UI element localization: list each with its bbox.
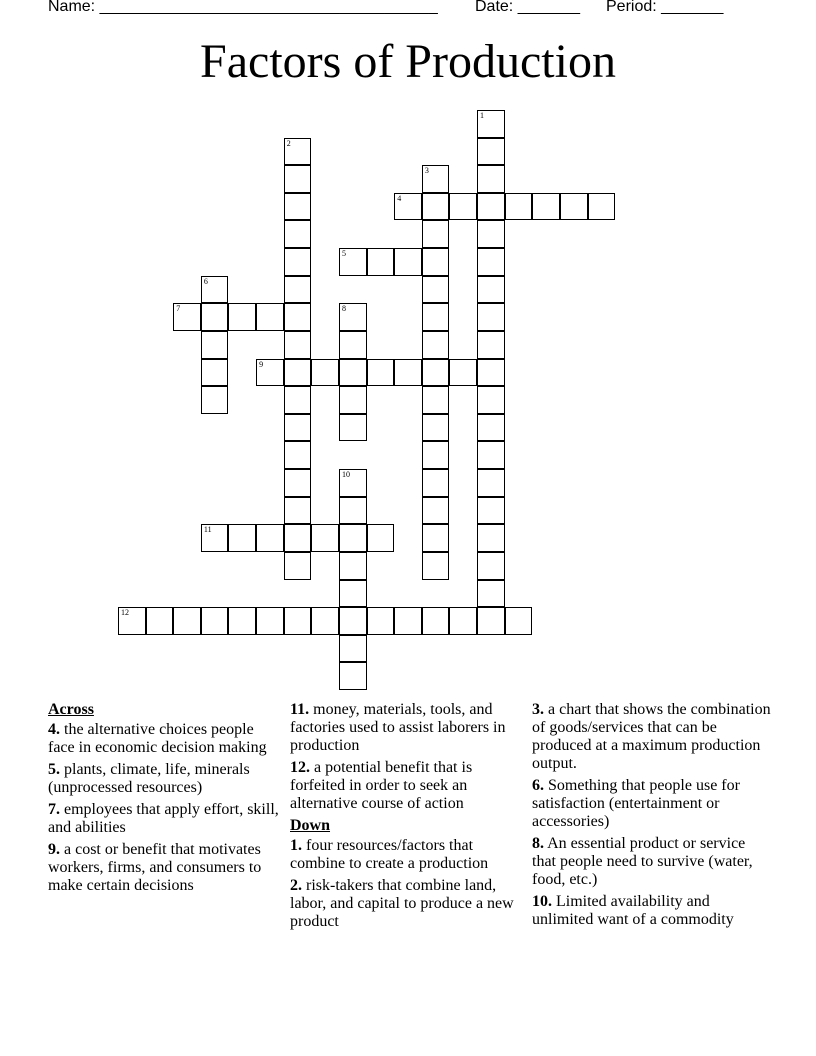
date-field[interactable]: Date: _______ xyxy=(475,0,580,15)
down-clue xyxy=(290,837,524,873)
clue-number: 11. xyxy=(290,701,310,718)
grid-cell[interactable] xyxy=(422,386,450,414)
cell-number: 5 xyxy=(341,249,346,259)
grid-cell[interactable] xyxy=(422,359,450,387)
grid-cell[interactable] xyxy=(394,193,422,221)
grid-cell[interactable] xyxy=(367,248,395,276)
clue-number: 7. xyxy=(48,801,60,818)
grid-cell[interactable] xyxy=(146,607,174,635)
grid-cell[interactable] xyxy=(339,386,367,414)
grid-cell[interactable] xyxy=(339,635,367,663)
grid-cell[interactable] xyxy=(477,607,505,635)
down-clue xyxy=(532,701,772,773)
down-clue xyxy=(532,835,772,889)
grid-cell[interactable] xyxy=(284,303,312,331)
name-field[interactable]: Name: ______________________________________ xyxy=(48,0,438,15)
clue-text: Limited availability and unlimited want of a commodity xyxy=(532,893,734,928)
grid-cell[interactable] xyxy=(449,607,477,635)
grid-cell[interactable] xyxy=(256,303,284,331)
grid-cell[interactable] xyxy=(560,193,588,221)
grid-cell[interactable] xyxy=(477,193,505,221)
grid-cell[interactable] xyxy=(284,331,312,359)
grid-cell[interactable] xyxy=(477,276,505,304)
grid-cell[interactable] xyxy=(477,580,505,608)
grid-cell[interactable] xyxy=(284,193,312,221)
cell-number: 8 xyxy=(341,304,346,314)
grid-cell[interactable] xyxy=(339,607,367,635)
grid-cell[interactable] xyxy=(284,386,312,414)
cell-number: 6 xyxy=(203,276,208,286)
down-clue xyxy=(532,777,772,831)
grid-cell[interactable] xyxy=(477,469,505,497)
cell-number: 12 xyxy=(121,608,129,618)
clue-text: Something that people use for satisfaction (entertainment or accessories) xyxy=(532,777,740,830)
cell-number: 2 xyxy=(286,138,291,148)
clue-text: four resources/factors that combine to create a production xyxy=(290,837,489,872)
grid-cell[interactable] xyxy=(422,331,450,359)
across-clue xyxy=(48,801,280,837)
grid-cell[interactable] xyxy=(449,359,477,387)
grid-cell[interactable] xyxy=(477,552,505,580)
grid-cell[interactable] xyxy=(284,524,312,552)
grid-cell[interactable] xyxy=(284,138,312,166)
clue-number: 9. xyxy=(48,841,60,858)
grid-cell[interactable] xyxy=(339,580,367,608)
page-title: Factors of Production xyxy=(200,35,616,88)
grid-cell[interactable] xyxy=(339,524,367,552)
grid-cell[interactable] xyxy=(201,331,229,359)
grid-cell[interactable] xyxy=(228,303,256,331)
grid-cell[interactable] xyxy=(339,414,367,442)
grid-cell[interactable] xyxy=(284,276,312,304)
grid-cell[interactable] xyxy=(339,662,367,690)
grid-cell[interactable] xyxy=(422,165,450,193)
grid-cell[interactable] xyxy=(339,303,367,331)
grid-cell[interactable] xyxy=(284,469,312,497)
clue-number: 2. xyxy=(290,877,302,894)
grid-cell[interactable] xyxy=(284,220,312,248)
grid-cell[interactable] xyxy=(367,607,395,635)
grid-cell[interactable] xyxy=(256,607,284,635)
clue-text: employees that apply effort, skill, and abilities xyxy=(48,801,279,836)
grid-cell[interactable] xyxy=(339,552,367,580)
clue-text: An essential product or service that people need to survive (water, food, etc.) xyxy=(532,835,753,888)
grid-cell[interactable] xyxy=(422,552,450,580)
grid-cell[interactable] xyxy=(422,414,450,442)
down-clue xyxy=(532,893,772,929)
cell-number: 1 xyxy=(480,111,485,120)
grid-cell[interactable] xyxy=(173,607,201,635)
clue-text: a potential benefit that is forfeited in order to seek an alternative course of action xyxy=(290,759,473,812)
grid-cell[interactable] xyxy=(201,524,229,552)
across-clue xyxy=(48,721,280,757)
clue-number: 4. xyxy=(48,721,60,738)
grid-cell[interactable] xyxy=(477,414,505,442)
clue-number: 5. xyxy=(48,761,60,778)
grid-cell[interactable] xyxy=(367,359,395,387)
grid-cell[interactable] xyxy=(339,497,367,525)
cell-number: 7 xyxy=(176,304,181,314)
grid-cell[interactable] xyxy=(422,607,450,635)
clue-number: 6. xyxy=(532,777,544,794)
grid-cell[interactable] xyxy=(284,359,312,387)
grid-cell[interactable] xyxy=(477,138,505,166)
grid-cell[interactable] xyxy=(477,303,505,331)
grid-cell[interactable] xyxy=(422,220,450,248)
grid-cell[interactable] xyxy=(532,193,560,221)
grid-cell[interactable] xyxy=(284,248,312,276)
grid-cell[interactable] xyxy=(284,441,312,469)
grid-cell[interactable] xyxy=(422,469,450,497)
grid-cell[interactable] xyxy=(311,359,339,387)
cell-number: 11 xyxy=(203,525,212,535)
cell-number: 3 xyxy=(424,166,429,176)
grid-cell[interactable] xyxy=(284,497,312,525)
grid-cell[interactable] xyxy=(201,303,229,331)
grid-cell[interactable] xyxy=(477,359,505,387)
grid-cell[interactable] xyxy=(477,331,505,359)
clue-number: 12. xyxy=(290,759,310,776)
grid-cell[interactable] xyxy=(256,524,284,552)
grid-cell[interactable] xyxy=(505,193,533,221)
grid-cell[interactable] xyxy=(201,359,229,387)
grid-cell[interactable] xyxy=(284,607,312,635)
grid-cell[interactable] xyxy=(201,607,229,635)
across-clue xyxy=(290,701,524,755)
clue-text: the alternative choices people face in economic decision making xyxy=(48,721,267,756)
clue-text: a chart that shows the combination of goods/services that can be produced at a maximum production output. xyxy=(532,701,771,772)
period-field[interactable]: Period: _______ xyxy=(606,0,724,15)
grid-cell[interactable] xyxy=(201,276,229,304)
clue-column-1 xyxy=(48,701,280,899)
clue-text: plants, climate, life, minerals (unprocessed resources) xyxy=(48,761,250,796)
grid-cell[interactable] xyxy=(339,359,367,387)
grid-cell[interactable] xyxy=(394,248,422,276)
grid-cell[interactable] xyxy=(422,524,450,552)
clue-text: money, materials, tools, and factories used to assist laborers in production xyxy=(290,701,506,754)
grid-cell[interactable] xyxy=(422,276,450,304)
grid-cell[interactable] xyxy=(394,359,422,387)
clue-number: 10. xyxy=(532,893,552,910)
clue-column-3 xyxy=(532,701,772,933)
grid-cell[interactable] xyxy=(477,441,505,469)
clue-text: a cost or benefit that motivates workers, firms, and consumers to make certain decisions xyxy=(48,841,262,894)
grid-cell[interactable] xyxy=(422,303,450,331)
grid-cell[interactable] xyxy=(588,193,616,221)
grid-cell[interactable] xyxy=(505,607,533,635)
grid-cell[interactable] xyxy=(449,193,477,221)
grid-cell[interactable] xyxy=(339,248,367,276)
grid-cell[interactable] xyxy=(422,193,450,221)
grid-cell[interactable] xyxy=(284,552,312,580)
across-clue xyxy=(48,761,280,797)
grid-cell[interactable] xyxy=(477,524,505,552)
across-heading: Across xyxy=(48,701,94,718)
grid-cell[interactable] xyxy=(477,248,505,276)
grid-cell[interactable] xyxy=(173,303,201,331)
grid-cell[interactable] xyxy=(284,165,312,193)
grid-cell[interactable] xyxy=(394,607,422,635)
grid-cell[interactable] xyxy=(477,220,505,248)
grid-cell[interactable] xyxy=(422,441,450,469)
down-clue xyxy=(290,877,524,931)
grid-cell[interactable] xyxy=(311,607,339,635)
grid-cell[interactable] xyxy=(311,524,339,552)
clue-number: 3. xyxy=(532,701,544,718)
cell-number: 10 xyxy=(341,470,350,480)
grid-cell[interactable] xyxy=(422,248,450,276)
grid-cell[interactable] xyxy=(256,359,284,387)
grid-cell[interactable] xyxy=(477,110,505,138)
grid-cell[interactable] xyxy=(477,497,505,525)
cell-number: 4 xyxy=(397,193,402,203)
clue-column-2 xyxy=(290,701,524,935)
clue-number: 1. xyxy=(290,837,302,854)
grid-cell[interactable] xyxy=(477,165,505,193)
grid-cell[interactable] xyxy=(339,469,367,497)
grid-cell[interactable] xyxy=(367,524,395,552)
grid-cell[interactable] xyxy=(228,524,256,552)
clue-text: risk-takers that combine land, labor, and capital to produce a new product xyxy=(290,877,514,930)
across-clue xyxy=(290,759,524,813)
grid-cell[interactable] xyxy=(422,497,450,525)
grid-cell[interactable] xyxy=(201,386,229,414)
clue-number: 8. xyxy=(532,835,544,852)
grid-cell[interactable] xyxy=(118,607,146,635)
down-heading: Down xyxy=(290,817,331,834)
across-clue xyxy=(48,841,280,895)
grid-cell[interactable] xyxy=(477,386,505,414)
grid-cell[interactable] xyxy=(284,414,312,442)
grid-cell[interactable] xyxy=(339,331,367,359)
grid-cell[interactable] xyxy=(228,607,256,635)
cell-number: 9 xyxy=(259,359,264,369)
